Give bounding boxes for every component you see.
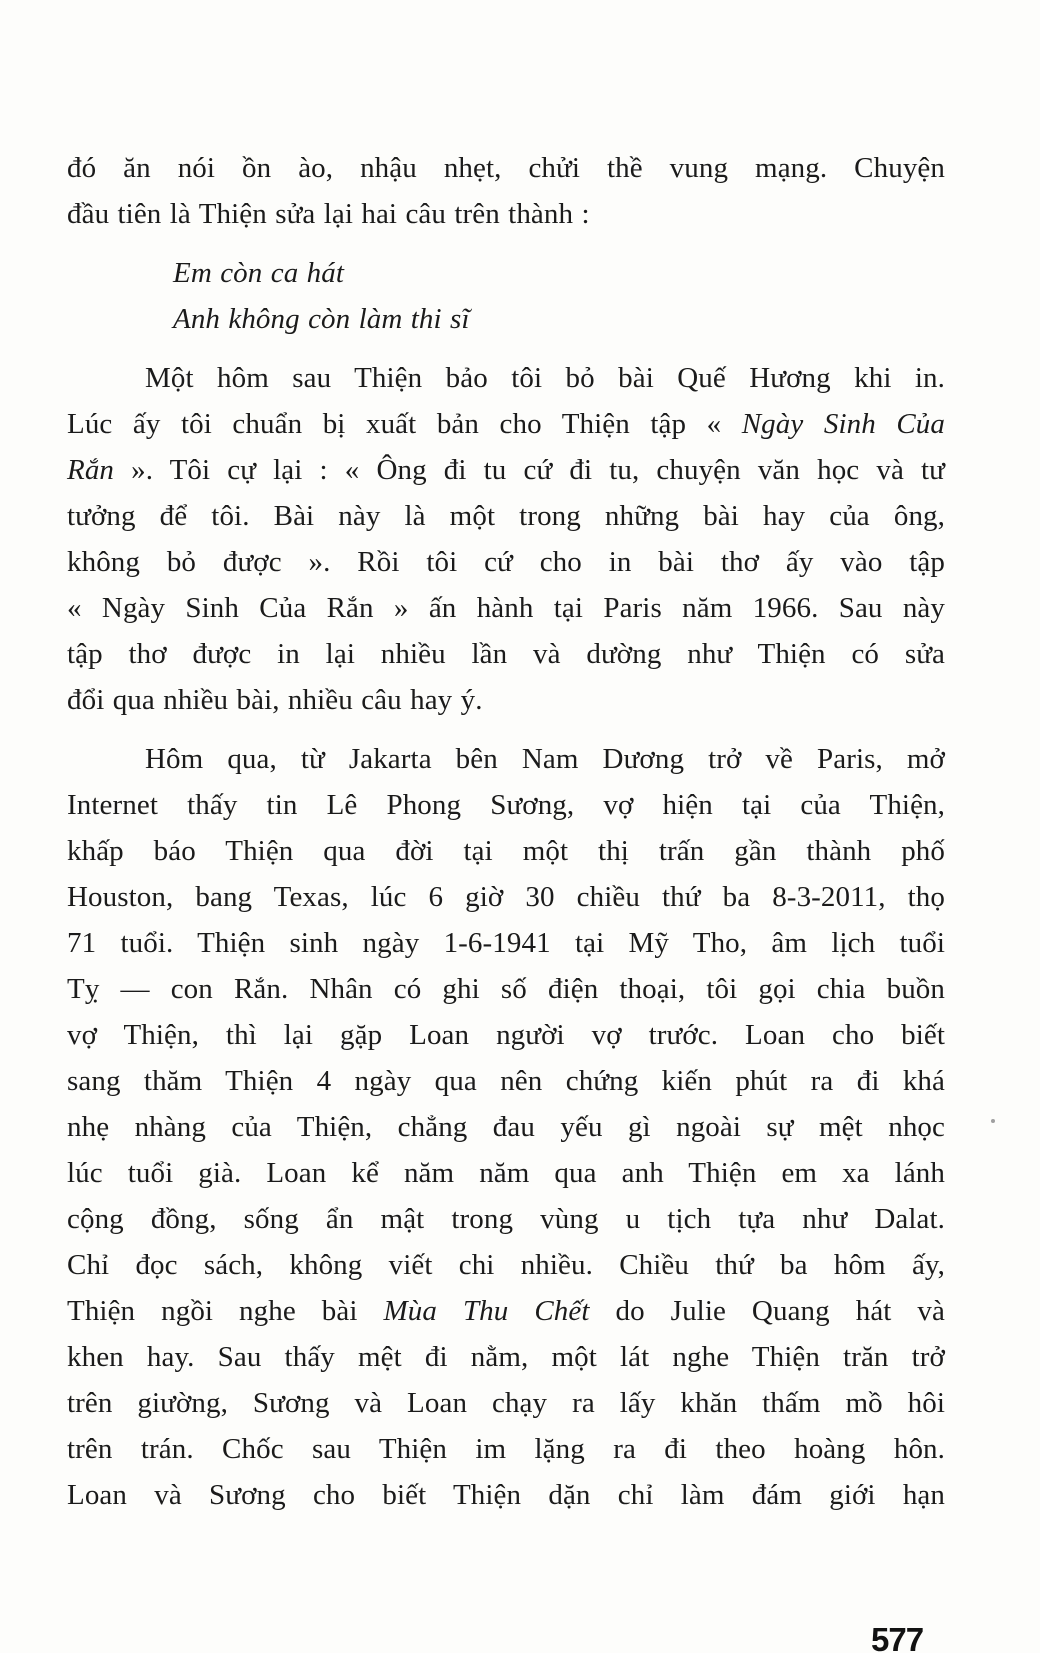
- text-segment: lúc tuổi già. Loan kể năm năm qua anh Thiện em xa lánh: [67, 1157, 945, 1189]
- text-line: [67, 191, 945, 237]
- text-segment: cộng đồng, sống ẩn mật trong vùng u tịch tựa như Dalat.: [67, 1203, 945, 1235]
- paragraph-tin-qua-doi: [67, 736, 945, 1518]
- text-segment: đó ăn nói ồn ào, nhậu nhẹt, chửi thề vung mạng. Chuyện: [67, 152, 945, 184]
- text-line: [67, 401, 945, 447]
- text-line: [173, 296, 945, 342]
- text-segment: sang thăm Thiện 4 ngày qua nên chứng kiến phút ra đi khá: [67, 1065, 945, 1097]
- italic-text-segment: Mùa Thu Chết: [383, 1295, 590, 1327]
- text-line: [67, 1242, 945, 1288]
- text-line: [67, 355, 945, 401]
- text-segment: Loan và Sương cho biết Thiện dặn chỉ làm đám giới hạn: [67, 1479, 945, 1511]
- text-line: [173, 250, 945, 296]
- text-line: [67, 874, 945, 920]
- text-line: [67, 782, 945, 828]
- italic-text-segment: Em còn ca hát: [173, 257, 345, 289]
- text-segment: khấp báo Thiện qua đời tại một thị trấn gần thành phố: [67, 835, 945, 867]
- paragraph-ngay-sinh-cua-ran: [67, 355, 945, 723]
- text-line: [67, 828, 945, 874]
- text-line: [67, 1472, 945, 1518]
- text-line: [67, 1380, 945, 1426]
- text-segment: « Ngày Sinh Của Rắn » ấn hành tại Paris năm 1966. Sau này: [67, 592, 945, 624]
- text-segment: khen hay. Sau thấy mệt đi nằm, một lát nghe Thiện trăn trở: [67, 1341, 945, 1373]
- text-segment: vợ Thiện, thì lại gặp Loan người vợ trước. Loan cho biết: [67, 1019, 945, 1051]
- text-segment: tưởng để tôi. Bài này là một trong những bài hay của ông,: [67, 500, 945, 532]
- text-segment: nhẹ nhàng của Thiện, chẳng đau yếu gì ngoài sự mệt nhọc: [67, 1111, 945, 1143]
- text-segment: Lúc ấy tôi chuẩn bị xuất bản cho Thiện tập «: [67, 408, 742, 440]
- text-segment: đổi qua nhiều bài, nhiều câu hay ý.: [67, 684, 483, 716]
- text-segment: 71 tuổi. Thiện sinh ngày 1-6-1941 tại Mỹ Tho, âm lịch tuổi: [67, 927, 945, 959]
- text-segment: tập thơ được in lại nhiều lần và dường như Thiện có sửa: [67, 638, 945, 670]
- scan-speck: [991, 1119, 995, 1123]
- paragraph-continued: [67, 145, 945, 237]
- italic-text-segment: Anh không còn làm thi sĩ: [173, 303, 470, 335]
- text-segment: đầu tiên là Thiện sửa lại hai câu trên thành :: [67, 198, 590, 230]
- italic-text-segment: Rắn: [67, 454, 115, 486]
- text-line: [67, 1150, 945, 1196]
- text-line: [67, 1334, 945, 1380]
- text-line: [67, 1104, 945, 1150]
- text-segment: Houston, bang Texas, lúc 6 giờ 30 chiều thứ ba 8-3-2011, thọ: [67, 881, 945, 913]
- text-line: [67, 966, 945, 1012]
- text-segment: Tỵ — con Rắn. Nhân có ghi số điện thoại, tôi gọi chia buồn: [67, 973, 945, 1005]
- text-line: [67, 677, 945, 723]
- text-segment: Thiện ngồi nghe bài: [67, 1295, 384, 1327]
- text-line: [67, 1288, 945, 1334]
- text-segment: Internet thấy tin Lê Phong Sương, vợ hiện tại của Thiện,: [67, 789, 945, 821]
- text-line: [67, 585, 945, 631]
- text-block: [67, 145, 945, 1518]
- text-line: [67, 920, 945, 966]
- poem-quote: [173, 250, 945, 342]
- text-segment: Chỉ đọc sách, không viết chi nhiều. Chiều thứ ba hôm ấy,: [67, 1249, 945, 1281]
- page-number: 577: [871, 1621, 924, 1653]
- text-line: [67, 1058, 945, 1104]
- text-line: [67, 1196, 945, 1242]
- text-line: [67, 447, 945, 493]
- text-line: [67, 1012, 945, 1058]
- text-line: [67, 631, 945, 677]
- text-line: [67, 736, 945, 782]
- text-segment: Một hôm sau Thiện bảo tôi bỏ bài Quế Hương khi in.: [145, 362, 945, 394]
- text-line: [67, 493, 945, 539]
- italic-text-segment: Ngày Sinh Của: [741, 408, 945, 440]
- text-segment: Hôm qua, từ Jakarta bên Nam Dương trở về Paris, mở: [145, 743, 945, 775]
- text-line: [67, 1426, 945, 1472]
- text-line: [67, 145, 945, 191]
- text-segment: trên trán. Chốc sau Thiện im lặng ra đi theo hoàng hôn.: [67, 1433, 945, 1465]
- text-line: [67, 539, 945, 585]
- text-segment: trên giường, Sương và Loan chạy ra lấy khăn thấm mồ hôi: [67, 1387, 945, 1419]
- text-segment: không bỏ được ». Rồi tôi cứ cho in bài thơ ấy vào tập: [67, 546, 945, 578]
- text-segment: do Julie Quang hát và: [589, 1295, 945, 1327]
- text-segment: ». Tôi cự lại : « Ông đi tu cứ đi tu, chuyện văn học và tư: [114, 454, 945, 486]
